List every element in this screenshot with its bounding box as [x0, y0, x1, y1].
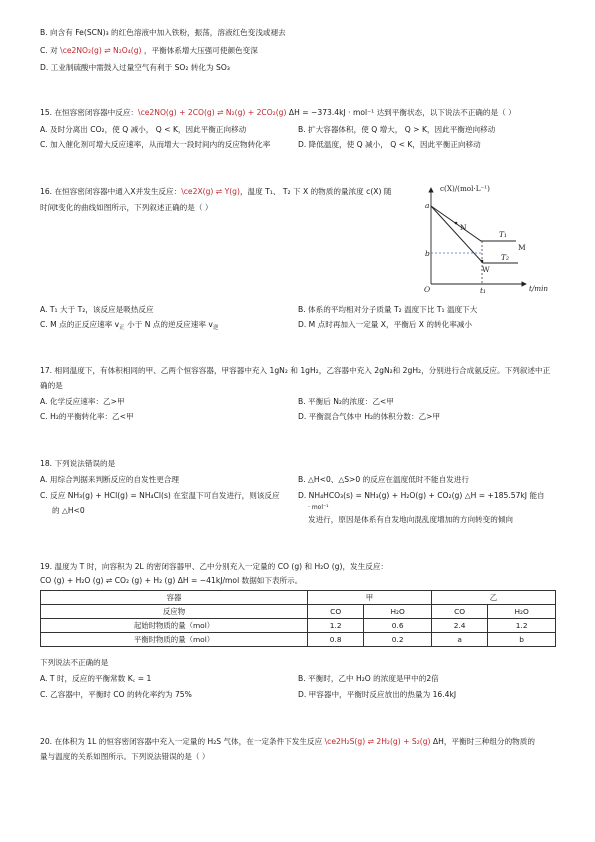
q19-stem-line2: CO (g) + H₂O (g) ⇌ CO₂ (g) + H₂ (g) ΔH = −41kJ/mol 数据如下表所示。 [40, 576, 303, 585]
table-cell-label: 起始时物质的量（mol） [41, 619, 308, 633]
table-cell: 1.2 [308, 619, 364, 633]
q15-option-d: D. 降低温度，使 Q 减小， Q < K，因此平衡正向移动 [298, 140, 481, 149]
q14-c-prefix: C. 对 [40, 46, 61, 55]
q20-stem-suffix: ΔH，平衡时三种组分的物质的 [430, 737, 535, 746]
table-header-container: 容器 [41, 591, 308, 605]
origin-label: O [424, 285, 431, 294]
q19-data-table [40, 590, 556, 647]
t2-curve-label: T₂ [501, 253, 510, 262]
table-cell: a [431, 633, 487, 647]
table-row [41, 633, 556, 647]
table-cell-reactant: 反应物 [41, 605, 308, 619]
q16-equation: \ce2X(g) ⇌ Y(g) [181, 187, 240, 196]
q16-option-b: B. 体系的平均相对分子质量 T₂ 温度下比 T₁ 温度下大 [298, 305, 478, 314]
q15-equation: \ce2NO(g) + 2CO(g) ⇌ N₂(g) + 2CO₂(g) [138, 108, 287, 117]
q16-c-middle: 小于 N 点的逆反应速率 v [124, 320, 213, 329]
q16-option-c [40, 320, 218, 333]
m-label: M [518, 243, 526, 252]
b-label: b [425, 249, 430, 258]
q19-option-d: D. 甲容器中，平衡时反应放出的热量为 16.4kJ [298, 690, 457, 699]
q16-c-sub-forward: 正 [119, 325, 125, 331]
point-w [481, 260, 484, 263]
q20-stem-line2: 量与温度的关系如图所示。下列说法错误的是（ ） [40, 752, 210, 761]
q16-option-d: D. M 点时再加入一定量 X，平衡后 X 的转化率减小 [298, 320, 472, 329]
table-cell: b [488, 633, 556, 647]
table-cell: H₂O [364, 605, 432, 619]
q15-option-a: A. 及时分离出 CO₂，使 Q 减小， Q < K，因此平衡正向移动 [40, 125, 247, 134]
q14-c-equation: \ce2NO₂(g) ⇌ N₂O₄(g) [60, 46, 142, 55]
q17-option-c: C. H₂的平衡转化率：乙<甲 [40, 412, 134, 421]
q17-option-b: B. 平衡后 N₂的浓度：乙<甲 [298, 397, 394, 406]
q20-stem-prefix: 20. 在体积为 1L 的恒容密闭容器中充入一定量的 H₂S 气体，在一定条件下发生反应 [40, 737, 325, 746]
q14-option-d: D. 工业制硫酸中需鼓入过量空气有利于 SO₂ 转化为 SO₃ [40, 63, 230, 72]
q14-option-b: B. 向含有 Fe(SCN)₃ 的红色溶液中加入铁粉，振荡，溶液红色变浅或褪去 [40, 28, 286, 37]
n-label: N [460, 223, 467, 232]
q17-option-a: A. 化学反应速率：乙>甲 [40, 397, 125, 406]
x-axis-label: t/min [529, 284, 549, 293]
q18-option-a: A. 用综合判据来判断反应的自发性更合理 [40, 475, 179, 484]
q16-stem-line2: 时间t变化的曲线如图所示，下列叙述正确的是（ ） [40, 203, 213, 212]
table-cell: 0.2 [364, 633, 432, 647]
a-label: a [425, 201, 430, 210]
point-n [455, 222, 458, 225]
q18-stem: 18. 下列说法错误的是 [40, 459, 116, 468]
q16-stem-prefix: 16. 在恒容密闭容器中通入X并发生反应： [40, 187, 182, 196]
q16-option-a: A. T₁ 大于 T₂，该反应是吸热反应 [40, 305, 154, 314]
q19-option-c: C. 乙容器中，平衡时 CO 的转化率约为 75% [40, 690, 192, 699]
q19-option-b: B. 平衡时，乙中 H₂O 的浓度是甲中的2倍 [298, 674, 439, 683]
table-row [41, 591, 556, 605]
q14-option-c [40, 46, 258, 56]
t1-curve-label: T₁ [499, 230, 508, 239]
table-cell-label: 平衡时物质的量（mol） [41, 633, 308, 647]
q16-c-sub-reverse: 逆 [212, 325, 219, 331]
q17-stem-line2: 确的是 [40, 381, 63, 390]
q18-option-d-line1: D. NH₄HCO₃(s) = NH₃(g) + H₂O(g) + CO₂(g) △H = +185.57kJ 能自 [298, 491, 545, 500]
q17-option-d: D. 平衡混合气体中 H₂的体积分数：乙>甲 [298, 412, 441, 421]
table-header-jia: 甲 [308, 591, 432, 605]
q15-option-c: C. 加入催化剂可增大反应速率，从而增大一段时间内的反应物转化率 [40, 140, 271, 149]
q19-after-table: 下列说法不正确的是 [40, 658, 109, 667]
q15-stem-prefix: 15. 在恒容密闭容器中反应： [40, 108, 139, 117]
table-cell: CO [308, 605, 364, 619]
q18-option-d-line3: 发进行，原因是体系有自发地向混乱度增加的方向转变的倾向 [308, 515, 514, 524]
q18-option-d-unit: · mol⁻¹ [308, 504, 329, 511]
q18-option-b: B. △H<0、△S>0 的反应在温度低时不能自发进行 [298, 475, 469, 484]
q20-equation: \ce2H₂S(g) ⇌ 2H₂(g) + S₂(g) [324, 737, 431, 746]
table-cell: CO [431, 605, 487, 619]
q16-stem-suffix: ，温度 T₁、 T₂ 下 X 的物质的量浓度 c(X) 随 [239, 187, 392, 196]
y-axis-label: c(X)/(mol·L⁻¹) [440, 184, 490, 193]
w-label: W [482, 265, 490, 274]
q20-stem-line1 [40, 737, 535, 747]
q17-stem-line1: 17. 相同温度下，有体积相同的甲、乙两个恒容容器，甲容器中充入 1gN₂ 和 1gH₂，乙容器中充入 2gN₂和 2gH₂，分别进行合成氨反应。下列叙述中正 [40, 366, 551, 375]
q16-graph [396, 180, 556, 296]
q15-option-b: B. 扩大容器体积，使 Q 增大， Q > K，因此平衡逆向移动 [298, 125, 496, 134]
q18-option-c-line2: 的 △H<0 [52, 506, 85, 515]
q18-option-c-line1: C. 反应 NH₃(g) + HCl(g) = NH₄Cl(s) 在室温下可自发进行，则该反应 [40, 491, 280, 500]
table-row [41, 619, 556, 633]
table-row [41, 605, 556, 619]
table-cell: 0.8 [308, 633, 364, 647]
q16-c-main: C. M 点的正反应速率 v [40, 320, 120, 329]
q16-stem-line1 [40, 187, 391, 197]
q15-stem-suffix: ΔH = −373.4kJ · mol⁻¹ 达到平衡状态，以下说法不正确的是（ ） [286, 108, 516, 117]
table-cell: 0.6 [364, 619, 432, 633]
q19-stem-line1: 19. 温度为 T 时，向容积为 2L 的密闭容器甲、乙中分别充入一定量的 CO (g) 和 H₂O (g)，发生反应： [40, 562, 389, 571]
table-cell: 1.2 [488, 619, 556, 633]
table-cell: H₂O [488, 605, 556, 619]
table-header-yi: 乙 [431, 591, 555, 605]
table-cell: 2.4 [431, 619, 487, 633]
q14-c-suffix: ，平衡体系增大压强可使颜色变深 [141, 46, 258, 55]
q19-option-a: A. T 时，反应的平衡常数 K꜀ = 1 [40, 674, 152, 683]
q15-stem [40, 108, 516, 118]
t1-label: t₁ [480, 286, 487, 295]
